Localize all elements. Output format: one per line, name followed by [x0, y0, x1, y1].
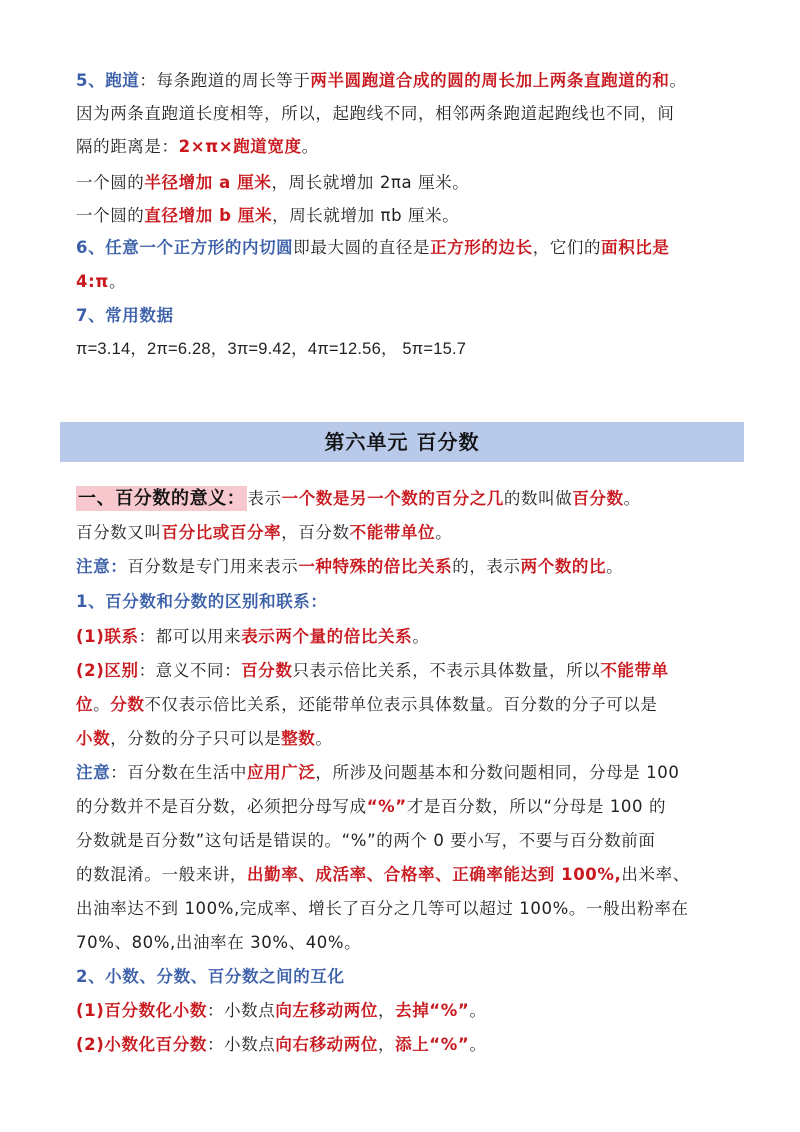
- sub2-title: 2、小数、分数、百分数之间的互化: [76, 967, 345, 986]
- section1-line2: 百分数又叫百分比或百分率，百分数不能带单位。: [76, 523, 453, 542]
- section1-note: 注意：百分数是专门用来表示一种特殊的倍比关系的，表示两个数的比。: [76, 557, 624, 576]
- sub1-lianxi: (1)联系：都可以用来表示两个量的倍比关系。: [76, 627, 430, 646]
- diameter-rule: 一个圆的直径增加 b 厘米，周长就增加 πb 厘米。: [76, 206, 460, 225]
- sub1-qubie-line2: 位。分数不仅表示倍比关系，还能带单位表示具体数量。百分数的分子可以是: [76, 695, 658, 714]
- item5-number: 5、: [76, 71, 106, 90]
- sub1-note-line1: 注意：百分数在生活中应用广泛，所涉及问题基本和分数问题相同，分母是 100: [76, 763, 680, 782]
- unit-title-banner: 第六单元 百分数: [60, 422, 744, 462]
- sub1-qubie-line3: 小数，分数的分子只可以是整数。: [76, 729, 333, 748]
- sub2-conversion-1: (1)百分数化小数：小数点向左移动两位，去掉“%”。: [76, 1001, 487, 1020]
- sub1-note-line5: 出油率达不到 100%,完成率、增长了百分之几等可以超过 100%。一般出粉率在: [76, 899, 689, 918]
- radius-rule: 一个圆的半径增加 a 厘米，周长就增加 2πa 厘米。: [76, 173, 470, 192]
- sub1-note-line4: 的数混淆。一般来讲，出勤率、成活率、合格率、正确率能达到 100%,出米率、: [76, 865, 690, 884]
- item5-key-phrase: 两半圆跑道合成的圆的周长加上两条直跑道的和: [310, 71, 670, 90]
- item5-line3: 隔的距离是：2×π×跑道宽度。: [76, 137, 319, 156]
- sub2-conversion-2: (2)小数化百分数：小数点向右移动两位，添上“%”。: [76, 1035, 487, 1054]
- item7-values: π=3.14，2π=6.28，3π=9.42，4π=12.56， 5π=15.7: [76, 340, 467, 358]
- section1-heading-line: 一、百分数的意义： 表示一个数是另一个数的百分之几的数叫做百分数。: [78, 488, 641, 509]
- sub1-qubie-line1: (2)区别：意义不同：百分数只表示倍比关系，不表示具体数量，所以不能带单: [76, 661, 669, 680]
- sub1-note-line6: 70%、80%,出油率在 30%、40%。: [76, 933, 362, 952]
- sub1-note-line2: 的分数并不是百分数，必须把分母写成“%”才是百分数，所以“分母是 100 的: [76, 797, 667, 816]
- sub1-title: 1、百分数和分数的区别和联系：: [76, 592, 328, 611]
- item7-title: 7、常用数据: [76, 306, 174, 325]
- item5-formula: 2×π×跑道宽度: [178, 137, 302, 156]
- item5-line2: 因为两条直跑道长度相等，所以，起跑线不同，相邻两条跑道起跑线也不同，间: [76, 104, 675, 123]
- sub1-note-line3: 分数就是百分数”这句话是错误的。“%”的两个 0 要小写，不要与百分数前面: [76, 831, 656, 850]
- section1-heading: 一、百分数的意义：: [78, 488, 246, 509]
- item6-line1: 6、任意一个正方形的内切圆即最大圆的直径是正方形的边长，它们的面积比是: [76, 238, 670, 257]
- item6-line2: 4:π。: [76, 272, 127, 291]
- item5-title: 跑道: [105, 71, 140, 90]
- item5-line1: 5、跑道：每条跑道的周长等于两半圆跑道合成的圆的周长加上两条直跑道的和。: [76, 71, 687, 90]
